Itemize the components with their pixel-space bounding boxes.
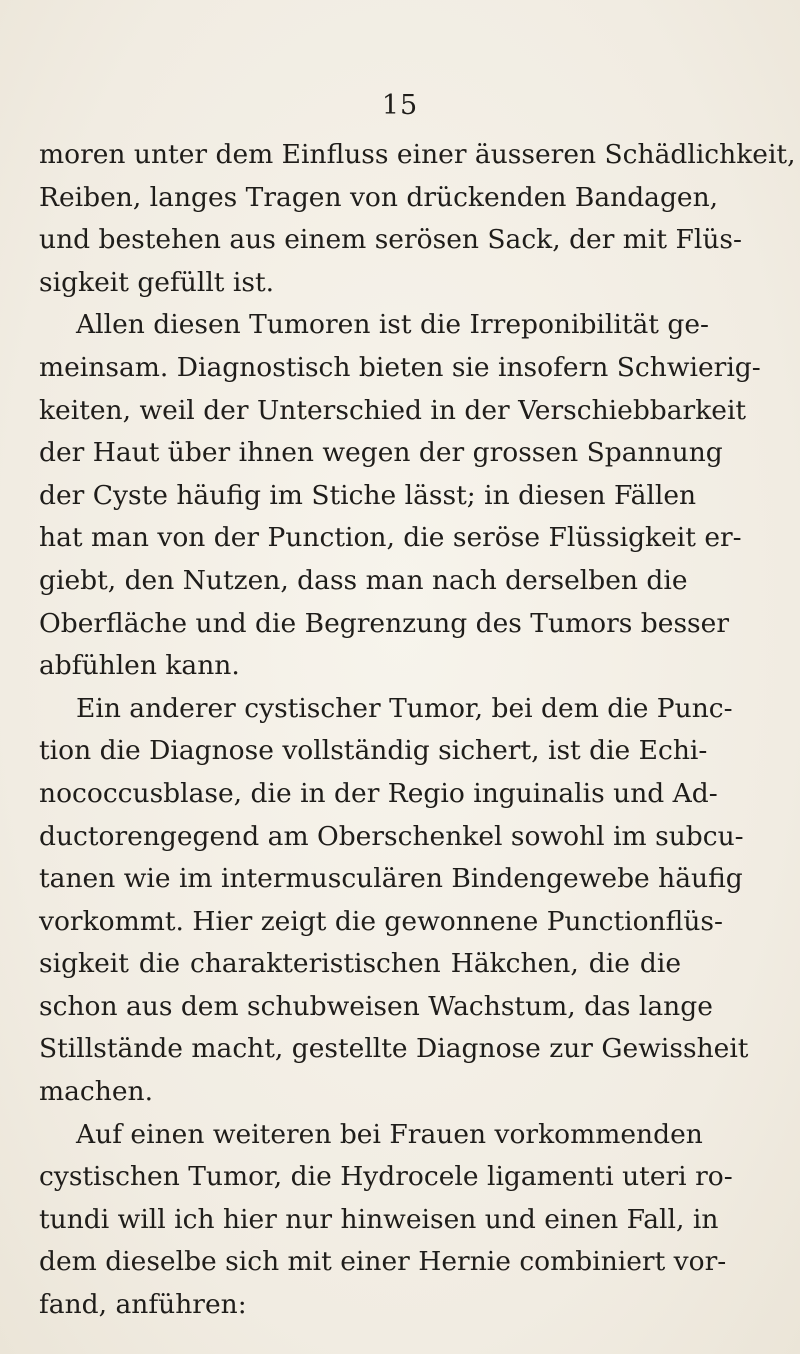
text-line: sigkeit gefüllt ist.: [39, 266, 275, 298]
body-text: [39, 134, 796, 1327]
text-line: ductorengegend am Oberschenkel sowohl im subcu-: [39, 820, 744, 852]
text-line: keiten, weil der Unterschied in der Verschiebbarkeit: [39, 394, 747, 426]
text-line: nococcusblase, die in der Regio inguinalis und Ad-: [39, 777, 718, 809]
text-line: tion die Diagnose vollständig sichert, ist die Echi-: [39, 735, 708, 767]
page-number: 15: [381, 90, 419, 121]
text-line: Stillstände macht, gestellte Diagnose zur Gewissheit: [39, 1033, 749, 1065]
text-line: Oberfläche und die Begrenzung des Tumors besser: [39, 607, 729, 639]
paragraph-start-line: Auf einen weiteren bei Frauen vorkommenden: [76, 1118, 703, 1150]
text-line: machen.: [39, 1076, 154, 1108]
text-line: dem dieselbe sich mit einer Hernie combiniert vor-: [39, 1246, 727, 1278]
text-line: vorkommt. Hier zeigt die gewonnene Punctionflüs-: [39, 905, 723, 937]
text-line: und bestehen aus einem serösen Sack, der mit Flüs-: [39, 224, 742, 256]
text-line: schon aus dem schubweisen Wachstum, das lange: [39, 990, 713, 1022]
text-line: tanen wie im intermusculären Bindengewebe häufig: [39, 863, 743, 895]
paragraph-start-line: Ein anderer cystischer Tumor, bei dem die Punc-: [76, 692, 733, 724]
text-line: der Haut über ihnen wegen der grossen Spannung: [39, 437, 723, 469]
paragraph-start-line: Allen diesen Tumoren ist die Irreponibilität ge-: [76, 309, 709, 341]
text-line: tundi will ich hier nur hinweisen und einen Fall, in: [39, 1203, 719, 1235]
text-line: giebt, den Nutzen, dass man nach derselben die: [39, 564, 688, 596]
text-line: hat man von der Punction, die seröse Flüssigkeit er-: [39, 522, 742, 554]
text-line: der Cyste häufig im Stiche lässt; in diesen Fällen: [39, 479, 697, 511]
text-line: abfühlen kann.: [39, 650, 240, 682]
text-line: fand, anführen:: [39, 1289, 247, 1321]
text-line: cystischen Tumor, die Hydrocele ligamenti uteri ro-: [39, 1161, 733, 1193]
text-line: Reiben, langes Tragen von drückenden Bandagen,: [39, 181, 719, 213]
text-line: meinsam. Diagnostisch bieten sie insofern Schwierig-: [39, 351, 761, 383]
text-line: moren unter dem Einfluss einer äusseren Schädlichkeit,: [39, 139, 796, 170]
text-line: sigkeit die charakteristischen Häkchen, die die: [39, 948, 681, 980]
